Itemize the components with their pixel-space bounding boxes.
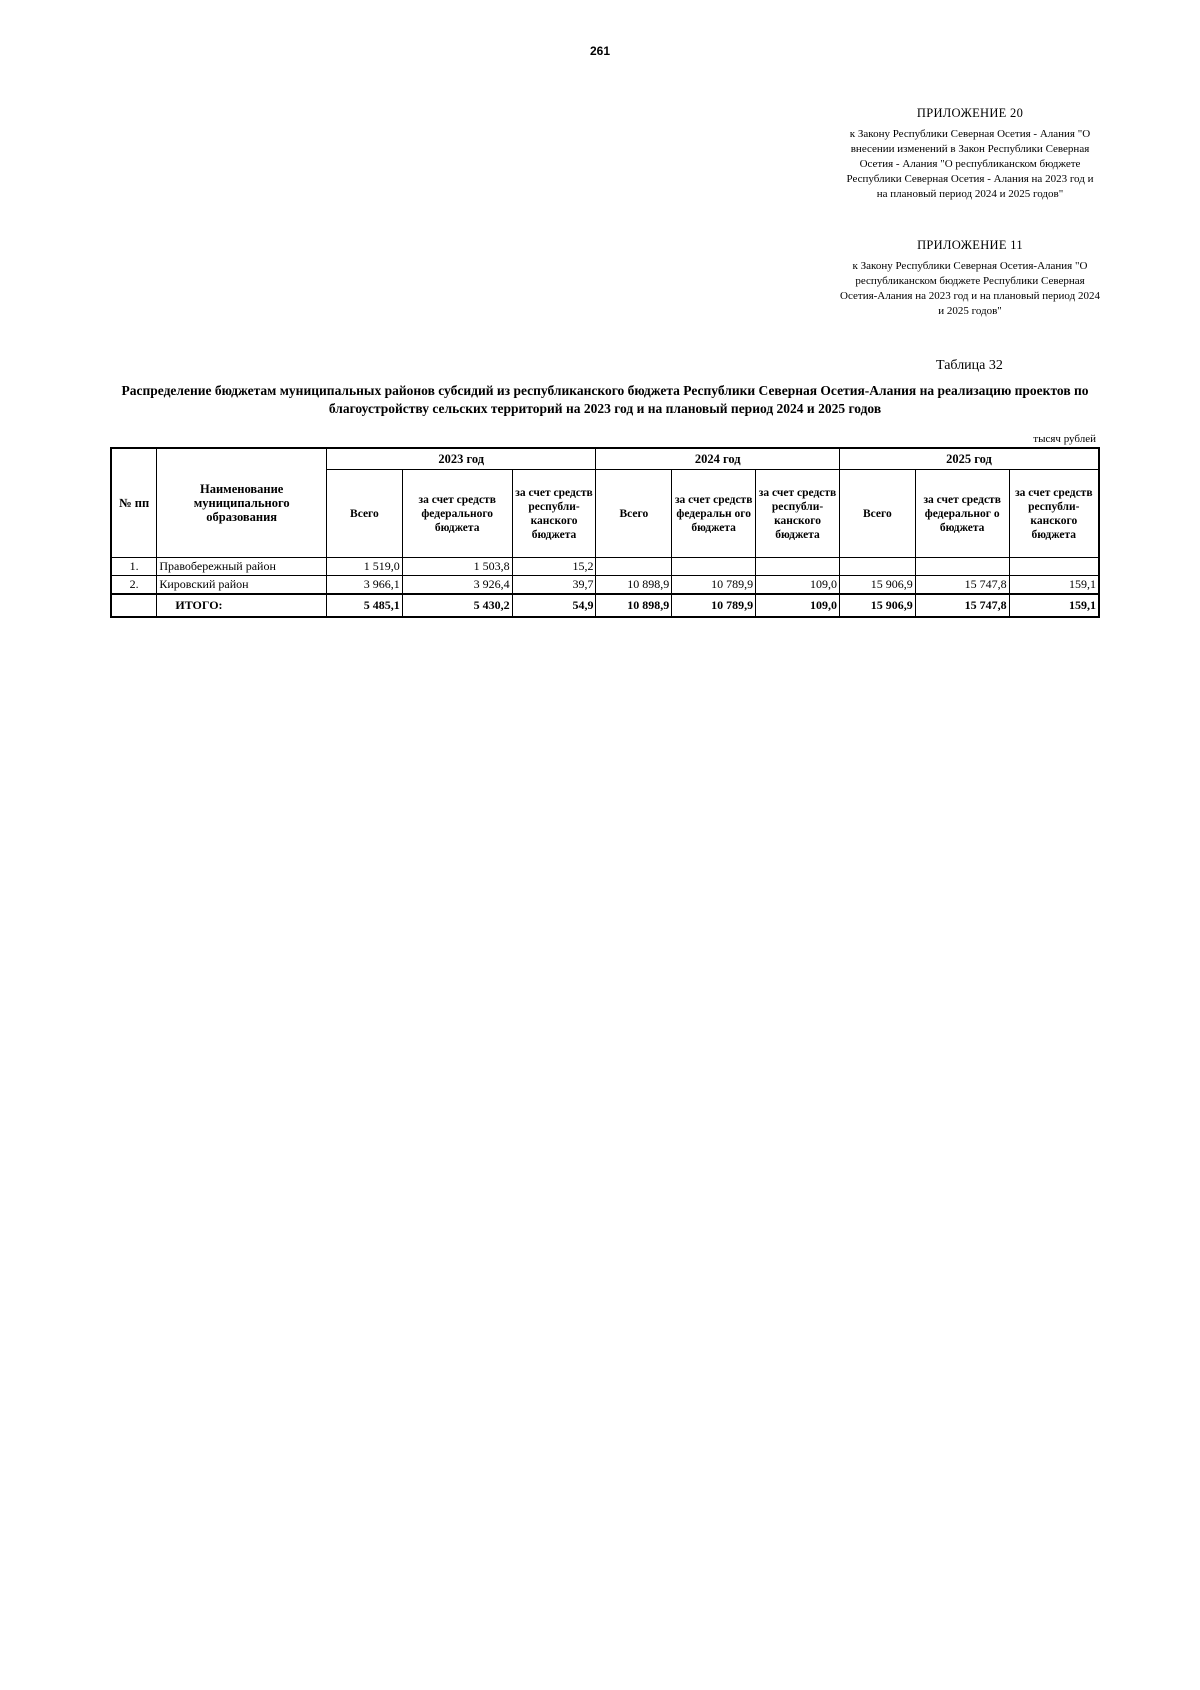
total-2023-total: 5 485,1 <box>327 594 403 617</box>
table-row <box>111 558 1099 576</box>
header-name: Наименование муниципального образования <box>157 448 327 558</box>
header-year-2025: 2025 год <box>839 448 1099 470</box>
row-name: Кировский район <box>157 576 327 595</box>
cell-2025-republic <box>1009 558 1099 576</box>
table-row <box>111 576 1099 595</box>
cell-2023-total: 3 966,1 <box>327 576 403 595</box>
subsidy-table <box>110 447 1100 618</box>
row-name: Правобережный район <box>157 558 327 576</box>
table-number: Таблица 32 <box>936 358 1003 373</box>
total-2025-federal: 15 747,8 <box>915 594 1009 617</box>
cell-2024-republic <box>756 558 840 576</box>
header-2023-republic: за счет средств республи-канского бюджета <box>512 470 596 558</box>
total-num-cell <box>111 594 157 617</box>
appendix-current <box>840 106 1100 202</box>
header-2024-total: Всего <box>596 470 672 558</box>
cell-2024-republic: 109,0 <box>756 576 840 595</box>
total-2024-republic: 109,0 <box>756 594 840 617</box>
cell-2023-republic: 39,7 <box>512 576 596 595</box>
header-2025-total: Всего <box>839 470 915 558</box>
cell-2024-total: 10 898,9 <box>596 576 672 595</box>
cell-2025-federal <box>915 558 1009 576</box>
document-title: Распределение бюджетам муниципальных районов субсидий из республиканского бюджета Республики Северная Осетия-Алания на реализацию проектов по благоустройству сельских территорий на 2023 год и на плановый период 2024 и 2025 годов <box>121 383 1089 416</box>
total-2024-total: 10 898,9 <box>596 594 672 617</box>
header-2023-total: Всего <box>327 470 403 558</box>
header-2025-federal: за счет средств федеральног о бюджета <box>915 470 1009 558</box>
row-num: 1. <box>111 558 157 576</box>
cell-2025-federal: 15 747,8 <box>915 576 1009 595</box>
header-2024-republic: за счет средств республи-канского бюджета <box>756 470 840 558</box>
header-2023-federal: за счет средств федерального бюджета <box>402 470 512 558</box>
total-row <box>111 594 1099 617</box>
cell-2024-total <box>596 558 672 576</box>
cell-2025-total: 15 906,9 <box>839 576 915 595</box>
cell-2025-total <box>839 558 915 576</box>
row-num: 2. <box>111 576 157 595</box>
units-label: тысяч рублей <box>1033 433 1096 445</box>
header-2025-republic: за счет средств республи-канского бюджета <box>1009 470 1099 558</box>
cell-2024-federal <box>672 558 756 576</box>
appendix-current-title: ПРИЛОЖЕНИЕ 20 <box>916 106 1024 120</box>
cell-2023-federal: 3 926,4 <box>402 576 512 595</box>
total-2024-federal: 10 789,9 <box>672 594 756 617</box>
header-num: № пп <box>111 448 157 558</box>
cell-2025-republic: 159,1 <box>1009 576 1099 595</box>
total-2025-republic: 159,1 <box>1009 594 1099 617</box>
appendix-original-title: ПРИЛОЖЕНИЕ 11 <box>917 238 1023 252</box>
total-2025-total: 15 906,9 <box>839 594 915 617</box>
header-year-2023: 2023 год <box>327 448 596 470</box>
cell-2023-federal: 1 503,8 <box>402 558 512 576</box>
cell-2023-total: 1 519,0 <box>327 558 403 576</box>
cell-2024-federal: 10 789,9 <box>672 576 756 595</box>
appendix-original-text: к Закону Республики Северная Осетия-Алания "О республиканском бюджете Республики Северная Осетия-Алания на 2023 год и на плановый период 2024 и 2025 годов" <box>840 260 1100 317</box>
header-2024-federal: за счет средств федеральн ого бюджета <box>672 470 756 558</box>
header-year-2024: 2024 год <box>596 448 840 470</box>
total-label: ИТОГО: <box>157 594 327 617</box>
page-number: 261 <box>589 44 611 58</box>
cell-2023-republic: 15,2 <box>512 558 596 576</box>
total-2023-federal: 5 430,2 <box>402 594 512 617</box>
appendix-original <box>840 238 1100 319</box>
total-2023-republic: 54,9 <box>512 594 596 617</box>
appendix-current-text: к Закону Республики Северная Осетия - Алания "О внесении изменений в Закон Республики Северная Осетия - Алания "О республиканском бюджете Республики Северная Осетия - Алания на 2023 год и на плановый период 2024 и 2025 годов" <box>846 128 1094 200</box>
